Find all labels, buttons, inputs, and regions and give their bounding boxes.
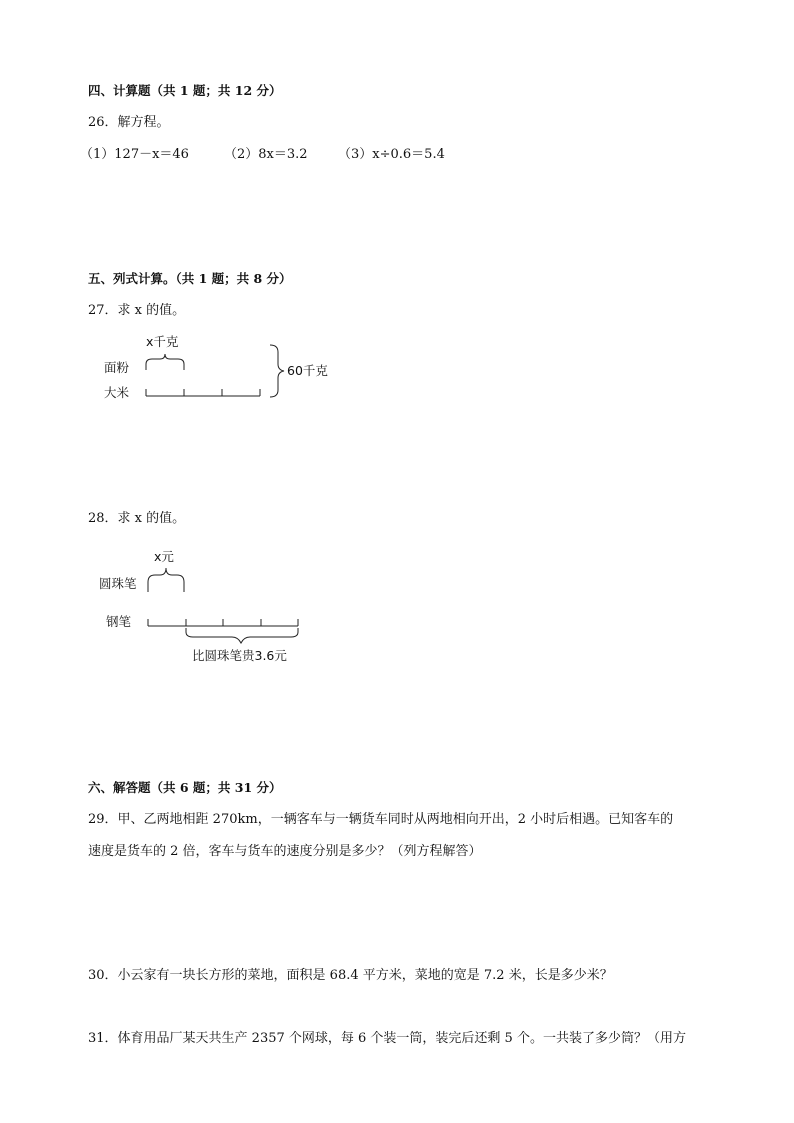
q28-ballpoint-label: 圆珠笔 xyxy=(99,576,137,591)
q29-line-1: 29．甲、乙两地相距 270km，一辆客车与一辆货车同时从两地相向开出，2 小时后相遇。已知客车的 xyxy=(88,812,674,827)
q28-pen-price-label: x元 xyxy=(154,549,174,564)
q28-ballpoint-brace xyxy=(148,568,184,592)
q26-equation-1: （1）127－x＝46 xyxy=(80,147,189,162)
section-5-heading: 五、列式计算。（共 1 题；共 8 分） xyxy=(88,271,292,286)
q27-flour-label: 面粉 xyxy=(104,360,130,375)
q30-text: 30．小云家有一块长方形的菜地，面积是 68.4 平方米，菜地的宽是 7.2 米，长是多少米？ xyxy=(88,968,613,983)
q28-difference-brace xyxy=(186,628,298,643)
q27-rice-label: 大米 xyxy=(104,385,130,400)
q26-equation-3: （3）x÷0.6＝5.4 xyxy=(338,147,445,162)
q26-stem: 26．解方程。 xyxy=(88,115,170,130)
section-4-heading: 四、计算题（共 1 题；共 12 分） xyxy=(88,83,282,98)
q26-equation-2: （2）8x＝3.2 xyxy=(224,147,308,162)
section-6-heading: 六、解答题（共 6 题；共 31 分） xyxy=(88,780,282,795)
q28-difference-label: 比圆珠笔贵3.6元 xyxy=(192,648,287,663)
q27-stem: 27．求 x 的值。 xyxy=(88,303,186,318)
q31-text: 31．体育用品厂某天共生产 2357 个网球，每 6 个装一筒，装完后还剩 5 个。一共装了多少筒？（用方 xyxy=(88,1031,686,1046)
q28-stem: 28．求 x 的值。 xyxy=(88,511,186,526)
q29-line-2: 速度是货车的 2 倍，客车与货车的速度分别是多少？（列方程解答） xyxy=(88,844,482,859)
q27-total-label: 60千克 xyxy=(287,363,328,378)
q28-fountain-pen-label: 钢笔 xyxy=(106,614,132,629)
q27-flour-amount-label: x千克 xyxy=(146,334,179,349)
